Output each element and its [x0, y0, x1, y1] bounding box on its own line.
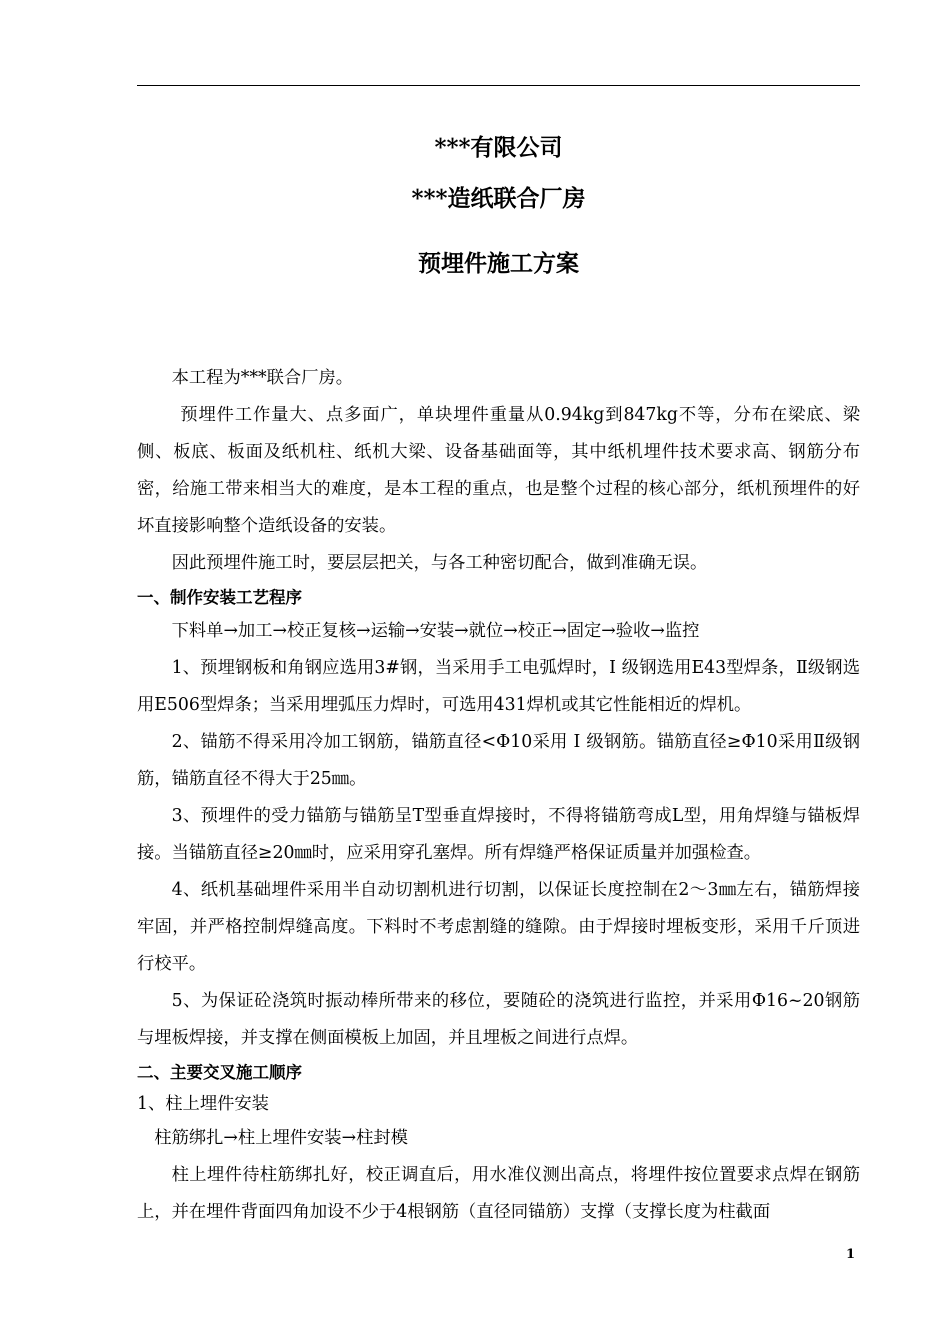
column-embed-paragraph: 柱上埋件待柱筋绑扎好，校正调直后，用水准仪测出高点，将埋件按位置要求点焊在钢筋上，并在埋件背面四角加设不少于4根钢筋（直径同锚筋）支撑（支撑长度为柱截面 — [137, 1165, 860, 1222]
header-rule — [137, 85, 860, 86]
plan-title: 预埋件施工方案 — [418, 250, 579, 277]
section-heading-1: 一、制作安装工艺程序 — [137, 588, 302, 607]
company-title: ***有限公司 — [434, 134, 563, 161]
project-title: ***造纸联合厂房 — [411, 185, 586, 212]
subsection-heading: 1、柱上埋件安装 — [137, 1094, 269, 1114]
coordination-paragraph: 因此预埋件施工时，要层层把关，与各工种密切配合，做到准确无误。 — [171, 553, 708, 573]
list-item: 3、预埋件的受力锚筋与锚筋呈T型垂直焊接时，不得将锚筋弯成L型，用角焊缝与锚板焊接。当锚筋直径≥20㎜时，应采用穿孔塞焊。所有焊缝严格保证质量并加强检查。 — [137, 806, 860, 863]
list-item: 1、预埋钢板和角钢应选用3#钢，当采用手工电弧焊时，Ⅰ 级钢选用E43型焊条，Ⅱ级钢选用E506型焊条；当采用埋弧压力焊时，可选用431焊机或其它性能相近的焊机。 — [137, 658, 860, 715]
list-item: 5、为保证砼浇筑时振动棒所带来的移位，要随砼的浇筑进行监控，并采用Φ16~20钢筋与埋板焊接，并支撑在侧面模板上加固，并且埋板之间进行点焊。 — [137, 991, 860, 1048]
intro-paragraph: 本工程为***联合厂房。 — [171, 368, 354, 388]
workload-paragraph: 预埋件工作量大、点多面广，单块埋件重量从0.94kg到847kg不等，分布在梁底、梁侧、板底、板面及纸机柱、纸机大梁、设备基础面等，其中纸机埋件技术要求高、钢筋分布密，给施工带来相当大的难度，是本工程的重点，也是整个过程的核心部分，纸机预埋件的好坏直接影响整个造纸设备的安装。 — [137, 405, 860, 536]
document-body — [137, 360, 860, 1231]
process-flow-2: 柱筋绑扎→柱上埋件安装→柱封模 — [154, 1128, 408, 1148]
section-heading-2: 二、主要交叉施工顺序 — [137, 1063, 302, 1082]
page-number: 1 — [846, 1247, 856, 1262]
list-item: 2、锚筋不得采用冷加工钢筋，锚筋直径<Φ10采用 Ⅰ 级钢筋。锚筋直径≥Φ10采用Ⅱ级钢筋，锚筋直径不得大于25㎜。 — [137, 732, 860, 789]
list-item: 4、纸机基础埋件采用半自动切割机进行切割，以保证长度控制在2～3㎜左右，锚筋焊接牢固，并严格控制焊缝高度。下料时不考虑割缝的缝隙。由于焊接时埋板变形，采用千斤顶进行校平。 — [137, 880, 860, 974]
process-flow-1: 下料单→加工→校正复核→运输→安装→就位→校正→固定→验收→监控 — [171, 621, 700, 641]
